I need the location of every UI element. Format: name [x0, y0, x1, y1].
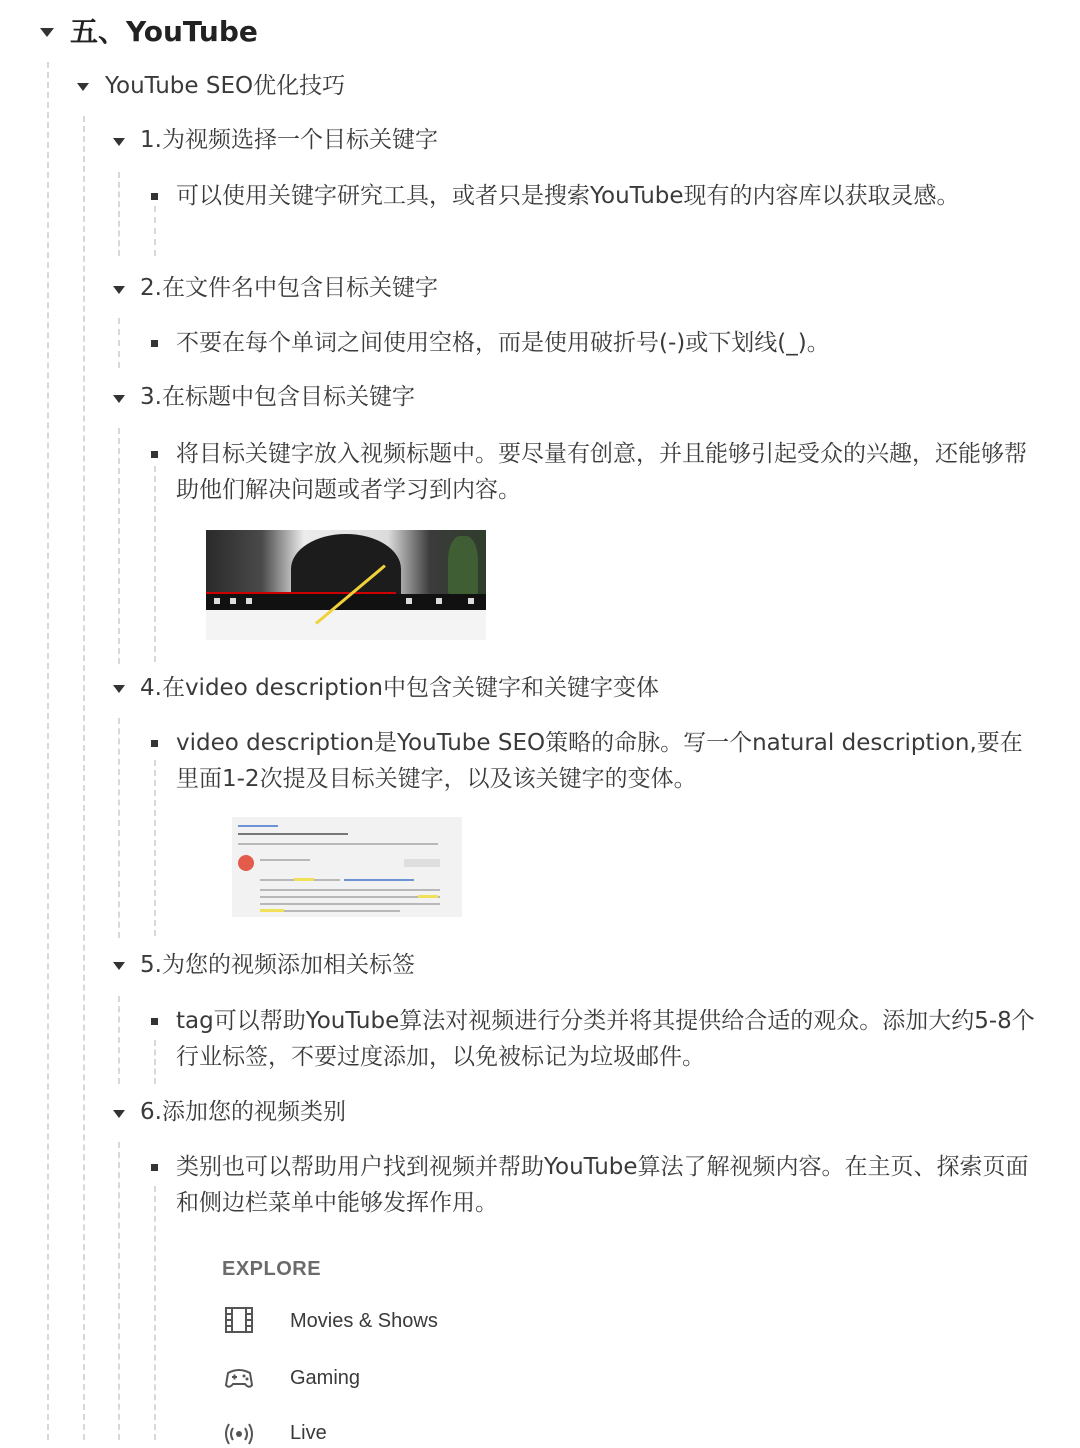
- section-title: 五、YouTube: [70, 15, 258, 48]
- miniplayer-icon: [436, 598, 442, 604]
- subsection-title: YouTube SEO优化技巧: [105, 73, 346, 99]
- tip-detail: tag可以帮助YouTube算法对视频进行分类并将其提供给合适的观众。添加大约5-8个行业标签，不要过度添加，以免被标记为垃圾邮件。: [176, 1008, 1035, 1070]
- description-link: [344, 879, 414, 881]
- indent-guide-level-4-tip6: [154, 1186, 156, 1440]
- description-line: [260, 889, 440, 891]
- bullet-icon: [151, 340, 158, 347]
- indent-guide-level-3-tip4: [118, 718, 120, 938]
- bullet-icon: [151, 1018, 158, 1025]
- keyword-highlight: [294, 878, 314, 881]
- indent-guide-level-4-tip1: [154, 206, 156, 256]
- menu-item-live[interactable]: Live: [290, 1422, 327, 1444]
- keyword-highlight: [260, 909, 284, 912]
- indent-guide-level-4-tip5: [154, 1040, 156, 1084]
- settings-icon: [406, 598, 412, 604]
- keyword-highlight: [418, 895, 438, 898]
- tip-detail: 将目标关键字放入视频标题中。要尽量有创意，并且能够引起受众的兴趣，还能够帮助他们解决问题或者学习到内容。: [176, 441, 1027, 503]
- bullet-icon: [151, 740, 158, 747]
- tip-title: 5.为您的视频添加相关标签: [140, 952, 415, 978]
- tip-title: 6.添加您的视频类别: [140, 1099, 346, 1125]
- collapse-toggle-icon[interactable]: [40, 28, 54, 37]
- gamepad-icon: [222, 1364, 256, 1392]
- tip-title: 3.在标题中包含目标关键字: [140, 384, 415, 410]
- tip-title: 4.在video description中包含关键字和关键字变体: [140, 675, 659, 701]
- menu-item-movies-shows[interactable]: Movies & Shows: [290, 1310, 438, 1332]
- tip-detail: 类别也可以帮助用户找到视频并帮助YouTube算法了解视频内容。在主页、探索页面和侧边栏菜单中能够发挥作用。: [176, 1154, 1029, 1216]
- fullscreen-icon: [468, 598, 474, 604]
- bullet-icon: [151, 193, 158, 200]
- menu-item-gaming[interactable]: Gaming: [290, 1367, 361, 1389]
- collapse-toggle-icon[interactable]: [113, 685, 125, 693]
- collapse-toggle-icon[interactable]: [113, 962, 125, 970]
- tip-title: 2.在文件名中包含目标关键字: [140, 275, 438, 301]
- indent-guide-level-2: [83, 116, 85, 1440]
- collapse-toggle-icon[interactable]: [113, 395, 125, 403]
- title-example-screenshot: [206, 530, 486, 640]
- tip-detail: 不要在每个单词之间使用空格，而是使用破折号(-)或下划线(_)。: [176, 330, 830, 356]
- collapse-toggle-icon[interactable]: [77, 83, 89, 91]
- video-title-line: [238, 833, 348, 835]
- live-broadcast-icon: [222, 1420, 256, 1448]
- description-line: [260, 903, 440, 905]
- tip-title: 1.为视频选择一个目标关键字: [140, 127, 438, 153]
- indent-guide-level-1: [47, 62, 49, 1440]
- indent-guide-level-3-tip3: [118, 428, 120, 664]
- video-plant-shape: [448, 536, 478, 596]
- indent-guide-level-3-tip2: [118, 318, 120, 368]
- tip-detail: 可以使用关键字研究工具，或者只是搜索YouTube现有的内容库以获取灵感。: [176, 183, 960, 209]
- next-icon: [230, 598, 236, 604]
- description-line: [260, 896, 440, 898]
- collapse-toggle-icon[interactable]: [113, 138, 125, 146]
- tip-detail: video description是YouTube SEO策略的命脉。写一个natural description,要在里面1-2次提及目标关键字，以及该关键字的变体。: [176, 730, 1023, 792]
- collapse-toggle-icon[interactable]: [113, 286, 125, 294]
- film-strip-icon: [222, 1306, 256, 1334]
- indent-guide-level-3-tip5: [118, 996, 120, 1084]
- explore-menu-title: EXPLORE: [222, 1258, 322, 1280]
- bullet-icon: [151, 1164, 158, 1171]
- indent-guide-level-4-tip3: [154, 466, 156, 662]
- channel-name-line: [260, 859, 310, 861]
- video-tag-line: [238, 825, 278, 827]
- subscribe-button: [404, 859, 440, 867]
- collapse-toggle-icon[interactable]: [113, 1110, 125, 1118]
- bullet-icon: [151, 451, 158, 458]
- channel-avatar: [238, 855, 254, 871]
- indent-guide-level-3-tip6: [118, 1142, 120, 1440]
- indent-guide-level-3-tip1: [118, 172, 120, 256]
- volume-icon: [246, 598, 252, 604]
- video-stats-line: [238, 843, 438, 845]
- description-example-screenshot: [232, 817, 462, 917]
- play-icon: [214, 598, 220, 604]
- indent-guide-level-4-tip4: [154, 760, 156, 936]
